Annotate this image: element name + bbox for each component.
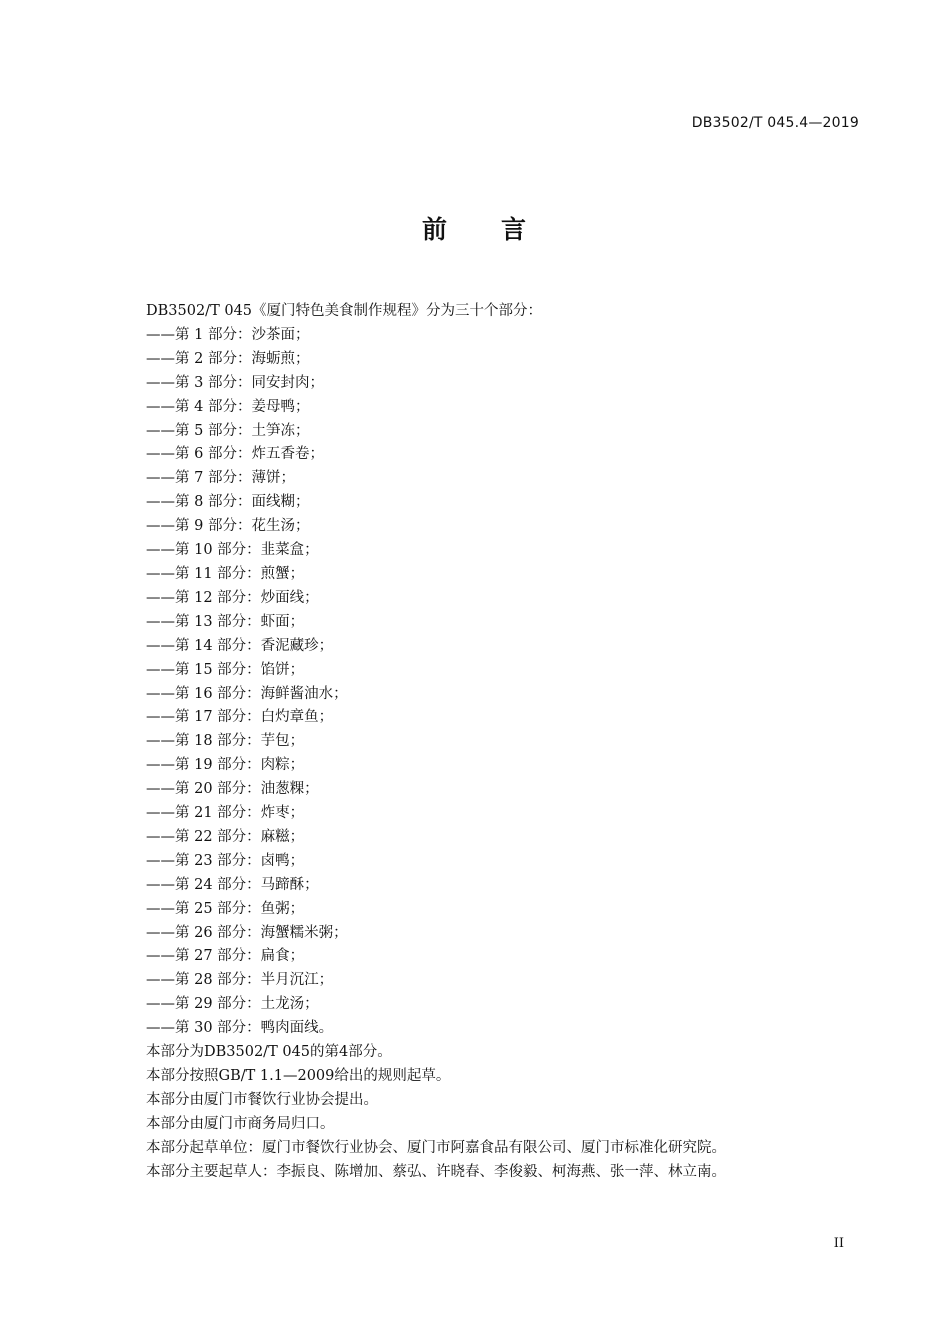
part-list-item: ——第 3 部分：同安封肉； — [146, 374, 324, 391]
part-list-item: ——第 10 部分：韭菜盒； — [146, 542, 319, 559]
page-title — [0, 210, 950, 246]
part-list-item: ——第 6 部分：炸五香卷； — [146, 446, 324, 463]
statement-administrator: 本部分由厦门市商务局归口。 — [146, 1115, 335, 1132]
part-list-item: ——第 30 部分：鸭肉面线。 — [146, 1020, 334, 1037]
part-list-item: ——第 4 部分：姜母鸭； — [146, 398, 310, 415]
part-list-item: ——第 25 部分：鱼粥； — [146, 900, 305, 917]
foreword-body — [146, 300, 846, 1185]
part-list-item: ——第 16 部分：海鲜酱油水； — [146, 685, 348, 702]
part-list-item: ——第 26 部分：海蟹糯米粥； — [146, 924, 348, 941]
part-list-item: ——第 21 部分：炸枣； — [146, 805, 305, 822]
page-number: II — [833, 1236, 844, 1251]
part-list-item: ——第 28 部分：半月沉江； — [146, 972, 334, 989]
part-list-item: ——第 12 部分：炒面线； — [146, 589, 319, 606]
title-char-2: 言 — [501, 215, 529, 244]
part-list-item: ——第 2 部分：海蛎煎； — [146, 350, 310, 367]
part-list-item: ——第 19 部分：肉粽； — [146, 757, 305, 774]
intro-paragraph: DB3502/T 045《厦门特色美食制作规程》分为三十个部分： — [146, 303, 543, 319]
statement-drafting-rules: 本部分按照GB/T 1.1—2009给出的规则起草。 — [146, 1068, 451, 1084]
part-list-item: ——第 13 部分：虾面； — [146, 613, 305, 630]
part-list-item: ——第 27 部分：扁食； — [146, 948, 305, 965]
part-list-item: ——第 5 部分：土笋冻； — [146, 422, 310, 439]
part-list-item: ——第 17 部分：白灼章鱼； — [146, 709, 334, 726]
part-list-item: ——第 8 部分：面线糊； — [146, 494, 310, 511]
part-list-item: ——第 1 部分：沙茶面； — [146, 326, 310, 343]
statement-drafting-units: 本部分起草单位：厦门市餐饮行业协会、厦门市阿嘉食品有限公司、厦门市标准化研究院。 — [146, 1139, 726, 1156]
title-char-1: 前 — [421, 215, 449, 244]
part-list-item: ——第 20 部分：油葱粿； — [146, 781, 319, 798]
part-list-item: ——第 14 部分：香泥藏珍； — [146, 637, 334, 654]
document-code: DB3502/T 045.4—2019 — [691, 115, 859, 131]
part-list-item: ——第 15 部分：馅饼； — [146, 661, 305, 678]
statement-drafters: 本部分主要起草人：李振良、陈增加、蔡弘、许晓春、李俊毅、柯海燕、张一萍、林立南。 — [146, 1163, 726, 1180]
part-list-item: ——第 22 部分：麻糍； — [146, 828, 305, 845]
part-list-item: ——第 24 部分：马蹄酥； — [146, 876, 319, 893]
part-list-item: ——第 23 部分：卤鸭； — [146, 852, 305, 869]
part-list-item: ——第 29 部分：土龙汤； — [146, 996, 319, 1013]
part-list-item: ——第 9 部分：花生汤； — [146, 518, 310, 535]
statement-part-number: 本部分为DB3502/T 045的第4部分。 — [146, 1044, 392, 1061]
statement-proposer: 本部分由厦门市餐饮行业协会提出。 — [146, 1091, 378, 1108]
part-list-item: ——第 11 部分：煎蟹； — [146, 565, 305, 582]
part-list-item: ——第 7 部分：薄饼； — [146, 470, 295, 487]
part-list-item: ——第 18 部分：芋包； — [146, 733, 305, 750]
